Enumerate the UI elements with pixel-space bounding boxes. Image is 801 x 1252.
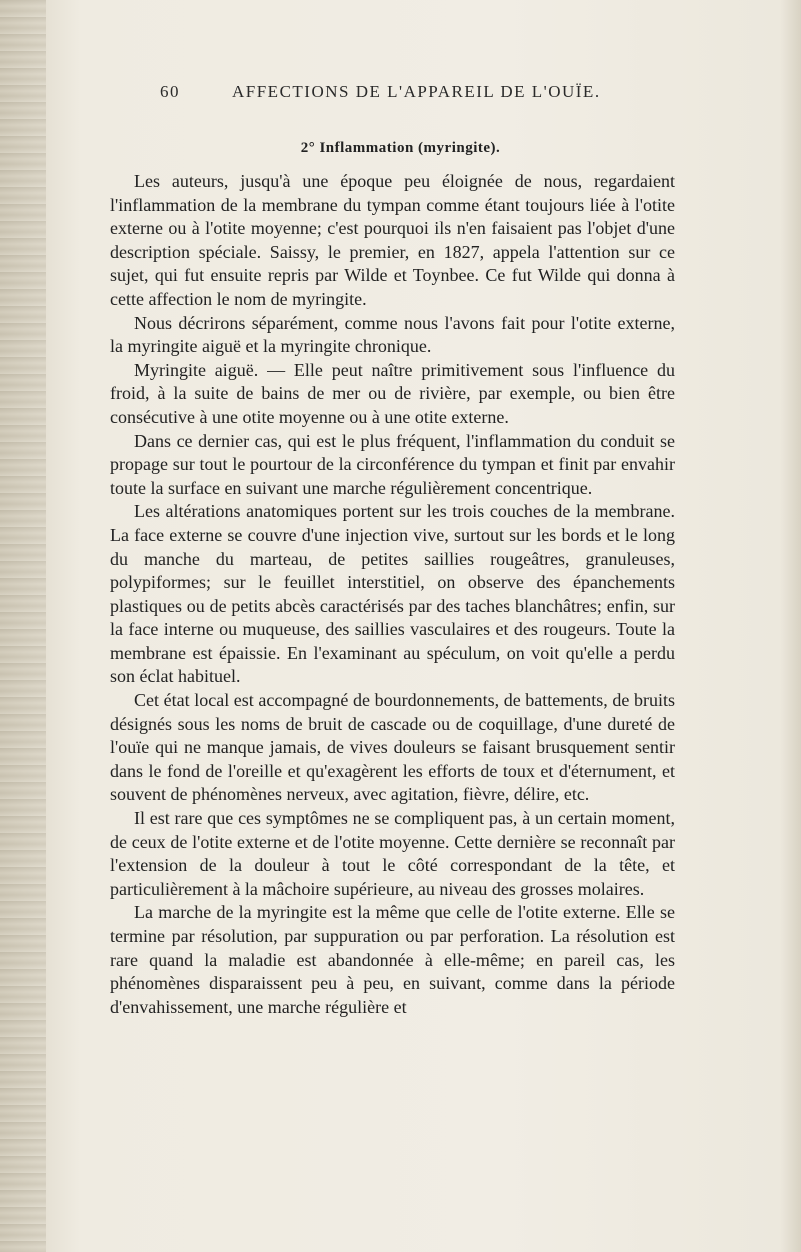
running-title: AFFECTIONS DE L'APPAREIL DE L'OUÏE. xyxy=(232,82,601,101)
running-header xyxy=(160,82,720,106)
paragraph: Dans ce dernier cas, qui est le plus fréquent, l'inflammation du conduit se propage sur tout le pourtour de la circonférence du tympan et finit par envahir toute la surface en suivant une marche régulièrement concentrique. xyxy=(110,430,675,498)
paragraph: Il est rare que ces symptômes ne se compliquent pas, à un certain moment, de ceux de l'otite externe et de l'otite moyenne. Cette dernière se reconnaît par l'extension de la douleur à tout le côté correspondant de la tête, et particulièrement à la mâchoire supérieure, au niveau des grosses molaires. xyxy=(110,808,675,899)
paragraph: Les altérations anatomiques portent sur les trois couches de la membrane. La face externe se couvre d'une injection vive, surtout sur les bords et le long du manche du marteau, de petites saillies rougeâtres, granuleuses, polypiformes; sur le feuillet interstitiel, on observe des épanchements plastiques ou de petits abcès caractérisés par des taches blanchâtres; enfin, sur la face interne ou muqueuse, des saillies vasculaires et des rougeurs. Toute la membrane est épaissie. En l'examinant au spéculum, on voit qu'elle a perdu son éclat habituel. xyxy=(110,501,675,687)
body-text xyxy=(110,170,675,1019)
paragraph: Cet état local est accompagné de bourdonnements, de battements, de bruits désignés sous les noms de bruit de cascade ou de coquillage, d'une dureté de l'ouïe qui ne manque jamais, de vives douleurs se faisant brusquement sentir dans le fond de l'oreille et qu'exagèrent les efforts de toux et d'éternument, et souvent de phénomènes nerveux, avec agitation, fièvre, délire, etc. xyxy=(110,690,675,805)
page-binding-edge xyxy=(0,0,46,1252)
paragraph: Les auteurs, jusqu'à une époque peu éloignée de nous, regardaient l'inflammation de la membrane du tympan comme étant toujours liée à l'otite externe ou à l'otite moyenne; c'est pourquoi ils n'en faisaient pas l'objet d'une description spéciale. Saissy, le premier, en 1827, appela l'attention sur ce sujet, qui fut ensuite repris par Wilde et Toynbee. Ce fut Wilde qui donna à cette affection le nom de myringite. xyxy=(110,171,675,309)
paragraph: La marche de la myringite est la même que celle de l'otite externe. Elle se termine par résolution, par suppuration ou par perforation. La résolution est rare quand la maladie est abandonnée à elle-même; en pareil cas, les phénomènes disparaissent peu à peu, en suivant, comme dans la période d'envahissement, une marche régulière et xyxy=(110,902,675,1017)
paragraph: Myringite aiguë. — Elle peut naître primitivement sous l'influence du froid, à la suite de bains de mer ou de rivière, par exemple, ou bien être consécutive à une otite moyenne ou à une otite externe. xyxy=(110,359,675,427)
page-number: 60 xyxy=(160,82,180,101)
paragraph: Nous décrirons séparément, comme nous l'avons fait pour l'otite externe, la myringite aiguë et la myringite chronique. xyxy=(110,312,675,357)
section-title: 2° Inflammation (myringite). xyxy=(300,140,501,156)
